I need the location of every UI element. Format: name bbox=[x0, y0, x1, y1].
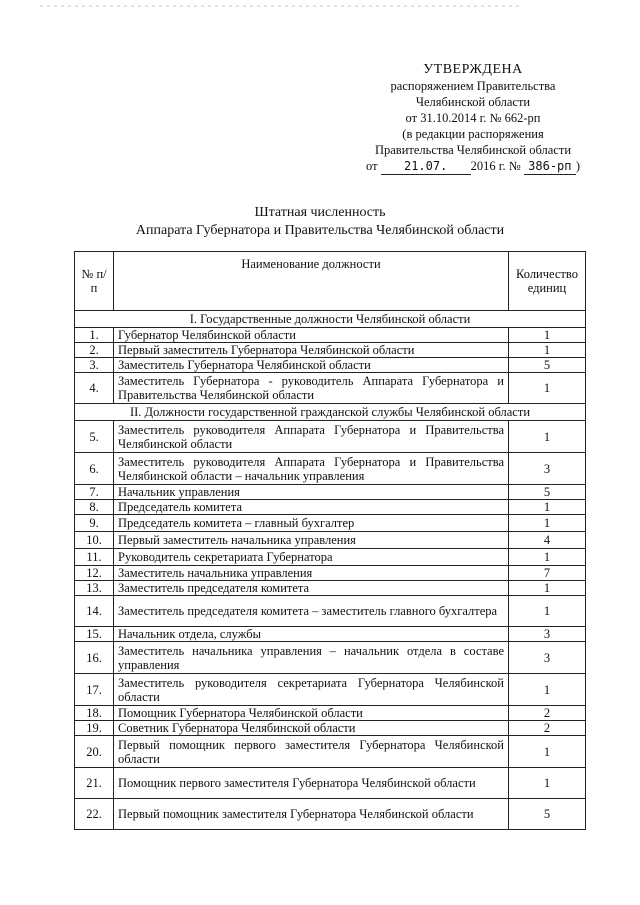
row-number: 9. bbox=[75, 515, 114, 532]
position-name: Заместитель председателя комитета – заместитель главного бухгалтера bbox=[114, 596, 509, 627]
row-number: 17. bbox=[75, 674, 114, 706]
position-name: Помощник Губернатора Челябинской области bbox=[114, 706, 509, 721]
row-number: 20. bbox=[75, 736, 114, 768]
unit-count: 1 bbox=[509, 500, 586, 515]
approval-line: (в редакции распоряжения bbox=[402, 127, 544, 141]
section-title: II. Должности государственной гражданской службы Челябинской области bbox=[75, 404, 586, 421]
row-number: 4. bbox=[75, 373, 114, 404]
unit-count: 1 bbox=[509, 421, 586, 453]
section-row-1 bbox=[75, 311, 586, 328]
amendment-date-line bbox=[350, 158, 596, 175]
unit-count: 1 bbox=[509, 328, 586, 343]
row-number: 10. bbox=[75, 532, 114, 549]
table-row bbox=[75, 328, 586, 343]
table-header-row bbox=[75, 252, 586, 311]
unit-count: 1 bbox=[509, 373, 586, 404]
table-row bbox=[75, 674, 586, 706]
position-name: Председатель комитета – главный бухгалтер bbox=[114, 515, 509, 532]
position-name: Начальник отдела, службы bbox=[114, 627, 509, 642]
row-number: 14. bbox=[75, 596, 114, 627]
position-name: Первый помощник первого заместителя Губернатора Челябинской области bbox=[114, 736, 509, 768]
row-number: 3. bbox=[75, 358, 114, 373]
unit-count: 2 bbox=[509, 706, 586, 721]
position-name: Заместитель Губернатора Челябинской области bbox=[114, 358, 509, 373]
table-row bbox=[75, 706, 586, 721]
header-qty: Количество единиц bbox=[509, 252, 586, 311]
table-row bbox=[75, 343, 586, 358]
document-title: Штатная численность bbox=[254, 205, 386, 220]
unit-count: 1 bbox=[509, 515, 586, 532]
year-text: 2016 г. № bbox=[470, 159, 521, 173]
row-number: 12. bbox=[75, 566, 114, 581]
position-name: Губернатор Челябинской области bbox=[114, 328, 509, 343]
table-row bbox=[75, 549, 586, 566]
row-number: 19. bbox=[75, 721, 114, 736]
position-name: Первый помощник заместителя Губернатора Челябинской области bbox=[114, 799, 509, 830]
position-name: Заместитель руководителя Аппарата Губернатора и Правительства Челябинской области bbox=[114, 421, 509, 453]
table-row bbox=[75, 566, 586, 581]
unit-count: 2 bbox=[509, 721, 586, 736]
position-name: Советник Губернатора Челябинской области bbox=[114, 721, 509, 736]
unit-count: 3 bbox=[509, 642, 586, 674]
approval-heading: УТВЕРЖДЕНА bbox=[423, 62, 523, 77]
row-number: 13. bbox=[75, 581, 114, 596]
unit-count: 3 bbox=[509, 453, 586, 485]
row-number: 7. bbox=[75, 485, 114, 500]
position-name: Помощник первого заместителя Губернатора Челябинской области bbox=[114, 768, 509, 799]
row-number: 22. bbox=[75, 799, 114, 830]
table-row bbox=[75, 736, 586, 768]
filled-number: 386-рп bbox=[524, 158, 576, 175]
approval-line: Правительства Челябинской области bbox=[374, 143, 572, 157]
table-row bbox=[75, 596, 586, 627]
row-number: 21. bbox=[75, 768, 114, 799]
row-number: 2. bbox=[75, 343, 114, 358]
table-row bbox=[75, 532, 586, 549]
row-number: 18. bbox=[75, 706, 114, 721]
unit-count: 1 bbox=[509, 674, 586, 706]
unit-count: 5 bbox=[509, 358, 586, 373]
position-name: Заместитель председателя комитета bbox=[114, 581, 509, 596]
filled-date: 21.07. bbox=[381, 158, 471, 175]
approval-line: Челябинской области bbox=[415, 95, 531, 109]
position-name: Заместитель начальника управления – начальник отдела в составе управления bbox=[114, 642, 509, 674]
table-row bbox=[75, 627, 586, 642]
row-number: 11. bbox=[75, 549, 114, 566]
table-row bbox=[75, 421, 586, 453]
position-name: Заместитель Губернатора - руководитель Аппарата Губернатора и Правительства Челябинской области bbox=[114, 373, 509, 404]
approval-line: распоряжением Правительства bbox=[390, 79, 556, 93]
position-name: Первый заместитель начальника управления bbox=[114, 532, 509, 549]
date-prefix: от bbox=[365, 159, 378, 173]
row-number: 5. bbox=[75, 421, 114, 453]
table-row bbox=[75, 485, 586, 500]
header-num: № п/п bbox=[75, 252, 114, 311]
row-number: 6. bbox=[75, 453, 114, 485]
unit-count: 4 bbox=[509, 532, 586, 549]
row-number: 15. bbox=[75, 627, 114, 642]
unit-count: 1 bbox=[509, 343, 586, 358]
section-title: I. Государственные должности Челябинской области bbox=[75, 311, 586, 328]
staffing-table bbox=[74, 251, 586, 830]
position-name: Первый заместитель Губернатора Челябинской области bbox=[114, 343, 509, 358]
table-row bbox=[75, 721, 586, 736]
table-row bbox=[75, 373, 586, 404]
unit-count: 7 bbox=[509, 566, 586, 581]
approval-stamp bbox=[350, 62, 596, 175]
table-row bbox=[75, 515, 586, 532]
position-name: Председатель комитета bbox=[114, 500, 509, 515]
position-name: Руководитель секретариата Губернатора bbox=[114, 549, 509, 566]
unit-count: 5 bbox=[509, 799, 586, 830]
table-row bbox=[75, 581, 586, 596]
row-number: 16. bbox=[75, 642, 114, 674]
header-name: Наименование должности bbox=[114, 252, 509, 311]
document-subtitle: Аппарата Губернатора и Правительства Челябинской области bbox=[135, 223, 505, 238]
position-name: Заместитель начальника управления bbox=[114, 566, 509, 581]
table-row bbox=[75, 453, 586, 485]
row-number: 8. bbox=[75, 500, 114, 515]
close-paren: ) bbox=[575, 159, 580, 173]
table-row bbox=[75, 642, 586, 674]
approval-line: от 31.10.2014 г. № 662-рп bbox=[405, 111, 541, 125]
table-row bbox=[75, 500, 586, 515]
table-row bbox=[75, 799, 586, 830]
table-row bbox=[75, 358, 586, 373]
unit-count: 1 bbox=[509, 549, 586, 566]
unit-count: 1 bbox=[509, 581, 586, 596]
unit-count: 3 bbox=[509, 627, 586, 642]
unit-count: 1 bbox=[509, 768, 586, 799]
section-row-2 bbox=[75, 404, 586, 421]
unit-count: 5 bbox=[509, 485, 586, 500]
table-row bbox=[75, 768, 586, 799]
unit-count: 1 bbox=[509, 596, 586, 627]
position-name: Начальник управления bbox=[114, 485, 509, 500]
row-number: 1. bbox=[75, 328, 114, 343]
unit-count: 1 bbox=[509, 736, 586, 768]
position-name: Заместитель руководителя Аппарата Губернатора и Правительства Челябинской области – начальник управления bbox=[114, 453, 509, 485]
position-name: Заместитель руководителя секретариата Губернатора Челябинской области bbox=[114, 674, 509, 706]
scan-artifact-line bbox=[40, 5, 520, 7]
